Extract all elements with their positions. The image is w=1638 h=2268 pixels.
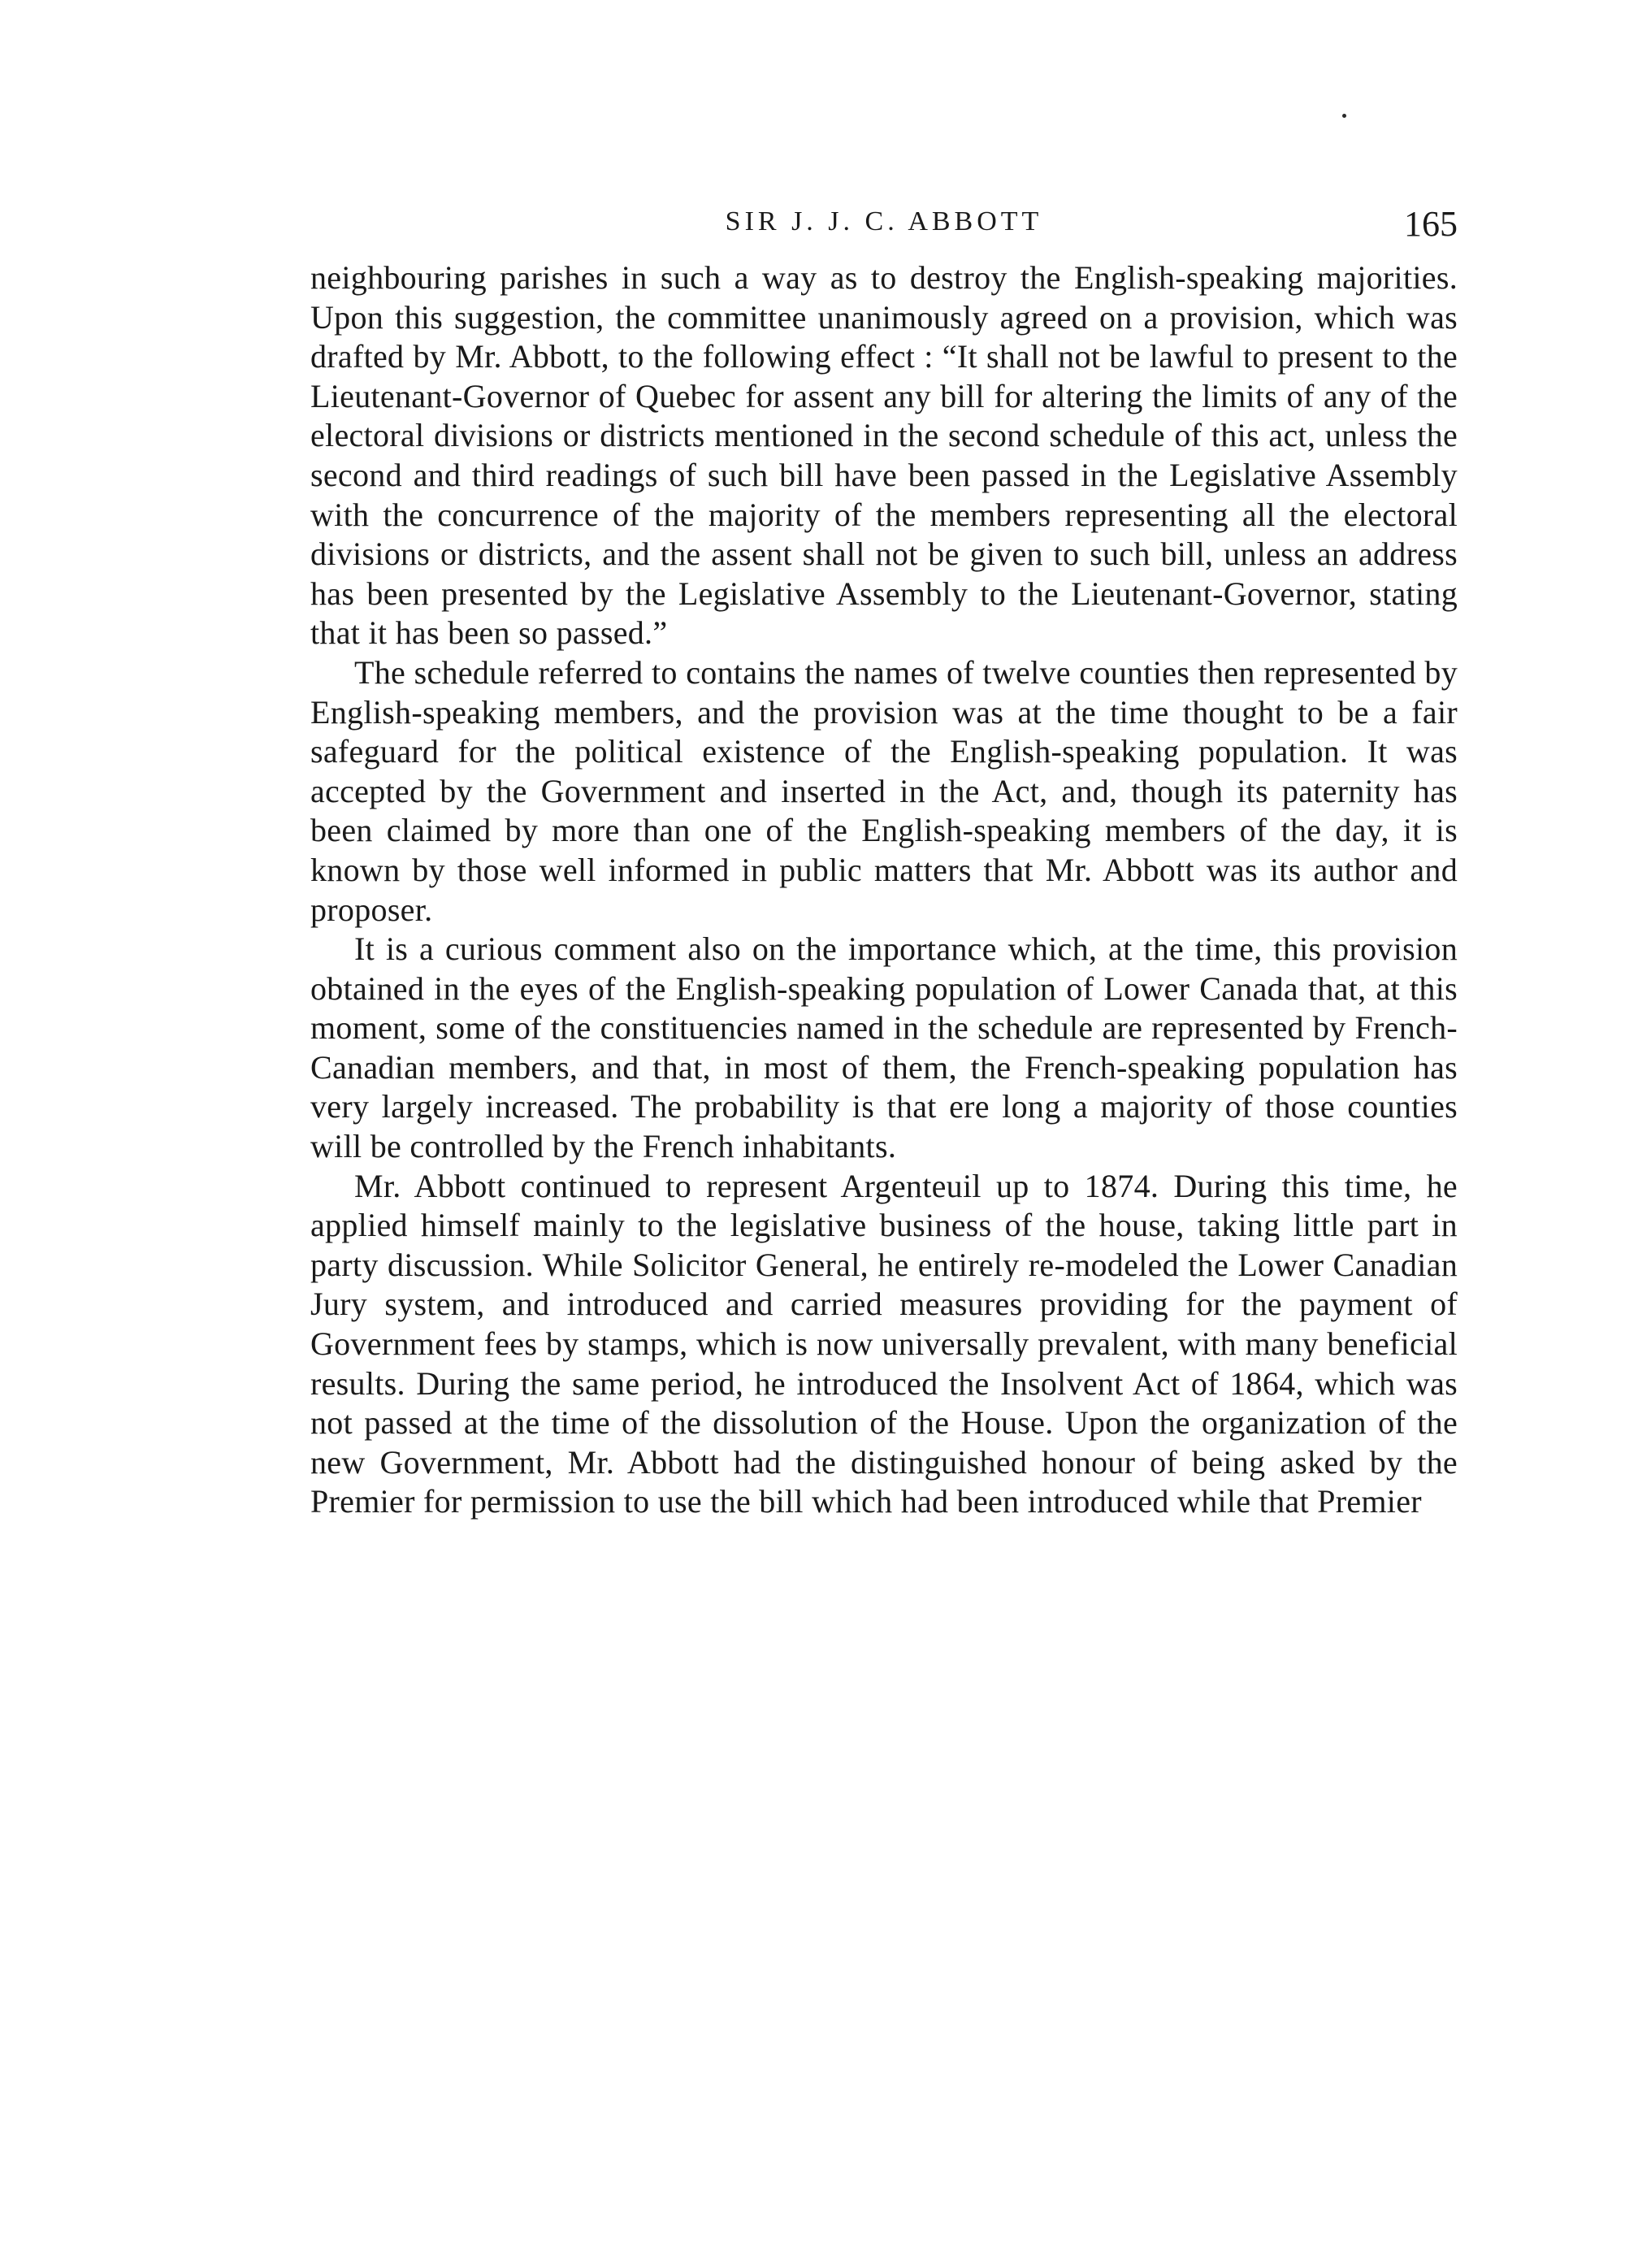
- ink-speck: [1342, 114, 1346, 118]
- paragraph: It is a curious comment also on the importance which, at the time, this provision obtained in the eyes of the English-speaking population of Lower Canada that, at this moment, some of the constituencies named in the schedule are represented by French-Canadian members, and that, in most of them, the French-speaking population has very largely increased. The probability is that ere long a majority of those counties will be controlled by the French inhabitants.: [310, 930, 1458, 1165]
- body-text: [310, 258, 1458, 1522]
- paragraph: Mr. Abbott continued to represent Argenteuil up to 1874. During this time, he applied himself mainly to the legislative business of the house, taking little part in party discussion. While Solicitor General, he entirely re-modeled the Lower Canadian Jury system, and introduced and carried measures providing for the payment of Government fees by stamps, which is now universally prevalent, with many beneficial results. During the same period, he introduced the Insolvent Act of 1864, which was not passed at the time of the dissolution of the House. Upon the organization of the new Government, Mr. Abbott had the distinguished honour of being asked by the Premier for permission to use the bill which had been introduced while that Premier: [310, 1167, 1458, 1520]
- paragraph-continuation: neighbouring parishes in such a way as to destroy the English-speaking majorities. Upon this suggestion, the committee unanimously agreed on a provision, which was drafted by Mr. Abbott, to the following effect : “It shall not be lawful to present to the Lieutenant-Governor of Quebec for assent any bill for altering the limits of any of the electoral divisions or districts mentioned in the second schedule of this act, unless the second and third readings of such bill have been passed in the Legislative Assembly with the concurrence of the majority of the members representing all the electoral divisions or districts, and the assent shall not be given to such bill, unless an address has been presented by the Legislative Assembly to the Lieutenant-Governor, stating that it has been so passed.”: [310, 259, 1458, 652]
- running-head: [310, 203, 1458, 252]
- page-number: 165: [1404, 204, 1458, 244]
- paragraph: The schedule referred to contains the names of twelve counties then represented by English-speaking members, and the provision was at the time thought to be a fair safeguard for the political existence of the English-speaking population. It was accepted by the Government and inserted in the Act, and, though its paternity has been claimed by more than one of the English-speaking members of the day, it is known by those well informed in public matters that Mr. Abbott was its author and proposer.: [310, 653, 1458, 928]
- running-title: SIR J. J. C. ABBOTT: [725, 206, 1043, 236]
